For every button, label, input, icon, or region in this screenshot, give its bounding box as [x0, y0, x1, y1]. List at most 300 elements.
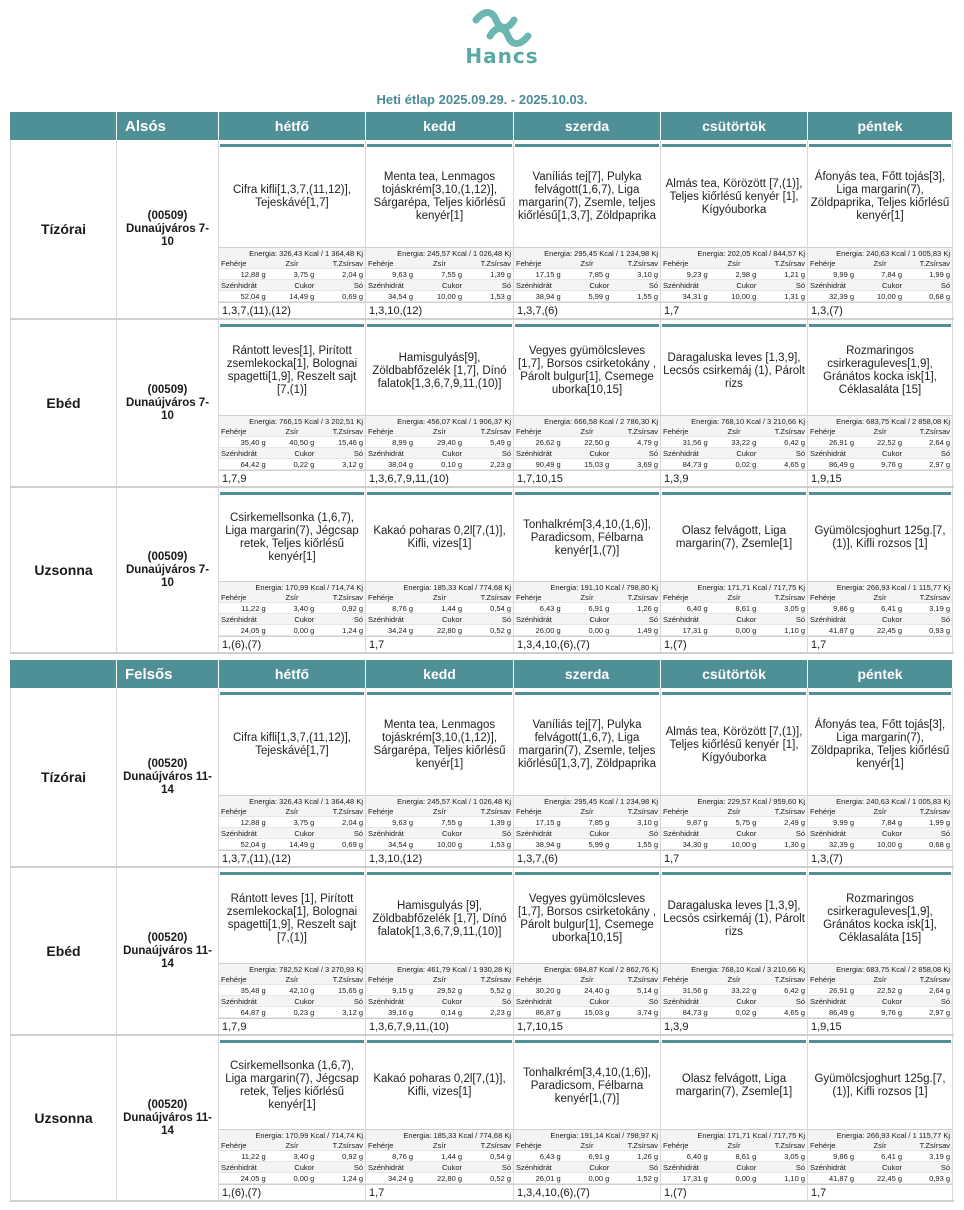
day-cell	[366, 320, 514, 486]
nutrient-label: Fehérje	[514, 1140, 563, 1151]
nutrient-value: 9,86 g	[808, 603, 856, 614]
nutrient-label: T.Zsírsav	[611, 258, 660, 269]
nutrient-value: 0,02 g	[710, 1007, 759, 1018]
menu-section	[10, 660, 954, 1202]
nutrient-value: 33,22 g	[710, 985, 759, 996]
nutrient-label: Zsír	[415, 974, 464, 985]
nutrient-value: 9,63 g	[366, 817, 415, 828]
nutrient-value: 42,10 g	[268, 985, 317, 996]
nutrition-table	[661, 1140, 807, 1184]
nutrient-label: Szénhidrát	[661, 1162, 710, 1173]
nutrient-label: Szénhidrát	[808, 280, 856, 291]
nutrient-label: Fehérje	[661, 426, 710, 437]
nutrient-value: 8,61 g	[710, 1151, 759, 1162]
nutrient-label: Zsír	[710, 806, 759, 817]
nutrient-label: T.Zsírsav	[904, 426, 952, 437]
nutrient-value: 6,91 g	[563, 1151, 612, 1162]
nutrient-label: Zsír	[563, 592, 612, 603]
nutrient-label: Zsír	[856, 426, 904, 437]
energy-value: Energia: 266,93 Kcal / 1 115,77 Kj	[808, 1129, 952, 1140]
nutrient-label: T.Zsírsav	[758, 974, 807, 985]
nutrient-value: 2,49 g	[758, 817, 807, 828]
nutrient-value: 4,79 g	[611, 437, 660, 448]
nutrient-label: Fehérje	[219, 592, 268, 603]
nutrient-value: 3,12 g	[316, 1007, 365, 1018]
nutrient-label: Zsír	[710, 258, 759, 269]
day-cell	[808, 1036, 953, 1200]
energy-value: Energia: 295,45 Kcal / 1 234,98 Kj	[514, 247, 660, 258]
day-cell	[366, 488, 514, 652]
nutrient-value: 3,40 g	[268, 603, 317, 614]
nutrient-value: 7,85 g	[563, 269, 612, 280]
nutrient-value: 3,69 g	[611, 459, 660, 470]
meal-row	[10, 140, 954, 320]
nutrient-value: 5,99 g	[563, 291, 612, 302]
nutrient-label: Cukor	[710, 996, 759, 1007]
nutrient-value: 1,55 g	[611, 291, 660, 302]
nutrient-value: 0,22 g	[268, 459, 317, 470]
nutrient-value: 26,91 g	[808, 985, 856, 996]
nutrient-label: T.Zsírsav	[464, 1140, 513, 1151]
allergen-list: 1,3,10,(12)	[366, 850, 513, 866]
nutrient-value: 5,14 g	[611, 985, 660, 996]
nutrient-label: Zsír	[710, 426, 759, 437]
meal-row	[10, 488, 954, 654]
nutrient-value: 35,48 g	[219, 985, 268, 996]
nutrient-value: 0,00 g	[710, 1173, 759, 1184]
nutrient-value: 1,10 g	[758, 625, 807, 636]
nutrient-value: 9,87 g	[661, 817, 710, 828]
nutrient-value: 2,04 g	[316, 817, 365, 828]
nutrient-label: Só	[758, 828, 807, 839]
nutrient-value: 52,04 g	[219, 291, 268, 302]
dish-text: Cifra kifli[1,3,7,(11,12)], Tejeskávé[1,7]	[232, 184, 352, 209]
nutrient-label: Szénhidrát	[661, 828, 710, 839]
day-cell	[366, 1036, 514, 1200]
nutrient-label: Cukor	[856, 448, 904, 459]
day-cell	[808, 140, 953, 318]
allergen-list: 1,3,4,10,(6),(7)	[514, 1184, 660, 1200]
nutrition-table	[514, 974, 660, 1018]
nutrient-label: Só	[758, 996, 807, 1007]
nutrient-label: Szénhidrát	[514, 614, 563, 625]
energy-value: Energia: 185,33 Kcal / 774,68 Kj	[366, 1129, 513, 1140]
meal-name: Uzsonna	[10, 1036, 117, 1200]
energy-value: Energia: 768,10 Kcal / 3 210,66 Kj	[661, 415, 807, 426]
energy-value: Energia: 768,10 Kcal / 3 210,66 Kj	[661, 963, 807, 974]
nutrient-label: Só	[611, 828, 660, 839]
nutrient-value: 11,22 g	[219, 603, 268, 614]
nutrient-value: 6,40 g	[661, 603, 710, 614]
nutrient-label: Só	[904, 996, 952, 1007]
nutrition-table	[661, 592, 807, 636]
nutrient-value: 86,49 g	[808, 459, 856, 470]
day-header: kedd	[366, 112, 514, 140]
nutrient-label: T.Zsírsav	[758, 258, 807, 269]
nutrient-label: T.Zsírsav	[758, 592, 807, 603]
nutrient-label: Zsír	[268, 592, 317, 603]
day-cell	[808, 488, 953, 652]
menu-section	[10, 112, 954, 654]
nutrient-label: Só	[316, 448, 365, 459]
allergen-list: 1,7	[366, 1184, 513, 1200]
energy-value: Energia: 170,99 Kcal / 714,74 Kj	[219, 1129, 365, 1140]
nutrient-label: Cukor	[268, 1162, 317, 1173]
nutrient-value: 6,91 g	[563, 603, 612, 614]
nutrient-value: 4,65 g	[758, 1007, 807, 1018]
nutrient-label: Cukor	[563, 448, 612, 459]
nutrient-label: T.Zsírsav	[904, 1140, 952, 1151]
nutrient-label: Szénhidrát	[808, 614, 856, 625]
nutrient-label: Fehérje	[219, 426, 268, 437]
nutrient-label: Szénhidrát	[514, 1162, 563, 1173]
nutrition-table	[514, 592, 660, 636]
nutrient-value: 1,21 g	[758, 269, 807, 280]
energy-value: Energia: 766,15 Kcal / 3 202,51 Kj	[219, 415, 365, 426]
nutrient-label: Fehérje	[514, 426, 563, 437]
energy-value: Energia: 326,43 Kcal / 1 364,48 Kj	[219, 795, 365, 806]
nutrient-value: 0,68 g	[904, 839, 952, 850]
allergen-list: 1,3,10,(12)	[366, 302, 513, 318]
nutrient-value: 9,76 g	[856, 1007, 904, 1018]
nutrient-value: 24,05 g	[219, 1173, 268, 1184]
nutrient-value: 34,31 g	[661, 291, 710, 302]
nutrient-label: Cukor	[268, 448, 317, 459]
nutrition-table	[219, 258, 365, 302]
nutrient-label: Só	[904, 280, 952, 291]
energy-value: Energia: 684,87 Kcal / 2 862,76 Kj	[514, 963, 660, 974]
energy-value: Energia: 461,79 Kcal / 1 930,28 Kj	[366, 963, 513, 974]
nutrient-label: Szénhidrát	[219, 448, 268, 459]
nutrient-label: T.Zsírsav	[611, 974, 660, 985]
nutrition-table	[219, 806, 365, 850]
nutrient-label: Zsír	[856, 974, 904, 985]
nutrition-table	[808, 426, 952, 470]
allergen-list: 1,3,(7)	[808, 850, 952, 866]
nutrient-value: 1,26 g	[611, 603, 660, 614]
nutrient-value: 34,24 g	[366, 1173, 415, 1184]
nutrient-label: Fehérje	[661, 258, 710, 269]
nutrient-value: 38,94 g	[514, 291, 563, 302]
nutrient-label: Só	[464, 280, 513, 291]
nutrient-value: 32,39 g	[808, 839, 856, 850]
nutrient-value: 10,00 g	[710, 291, 759, 302]
nutrient-label: Fehérje	[366, 974, 415, 985]
nutrient-value: 11,22 g	[219, 1151, 268, 1162]
allergen-list: 1,7,9	[219, 470, 365, 486]
site-code: (00520) Dunaújváros 11-14	[117, 1036, 219, 1200]
nutrient-value: 64,87 g	[219, 1007, 268, 1018]
nutrient-label: Só	[464, 828, 513, 839]
nutrient-label: Só	[758, 1162, 807, 1173]
nutrient-label: Só	[316, 280, 365, 291]
nutrient-label: T.Zsírsav	[316, 1140, 365, 1151]
energy-value: Energia: 191,14 Kcal / 798,97 Kj	[514, 1129, 660, 1140]
nutrient-value: 12,88 g	[219, 269, 268, 280]
nutrient-value: 34,54 g	[366, 839, 415, 850]
nutrient-value: 4,65 g	[758, 459, 807, 470]
nutrient-value: 2,23 g	[464, 459, 513, 470]
nutrient-label: Cukor	[710, 614, 759, 625]
dish-text: Vegyes gyümölcsleves [1,7], Borsos csirketokány , Párolt bulgur[1], Csemege uborka[10,15]	[517, 345, 657, 396]
allergen-list: 1,3,7,(6)	[514, 850, 660, 866]
energy-value: Energia: 266,93 Kcal / 1 115,77 Kj	[808, 581, 952, 592]
nutrient-label: Só	[904, 448, 952, 459]
day-header: hétfő	[219, 112, 366, 140]
nutrient-value: 26,00 g	[514, 625, 563, 636]
nutrient-value: 1,24 g	[316, 625, 365, 636]
site-code: (00509) Dunaújváros 7-10	[117, 320, 219, 486]
nutrient-label: Fehérje	[661, 974, 710, 985]
energy-value: Energia: 229,57 Kcal / 959,60 Kj	[661, 795, 807, 806]
nutrient-label: Fehérje	[366, 806, 415, 817]
nutrient-value: 0,00 g	[563, 1173, 612, 1184]
allergen-list: 1,3,4,10,(6),(7)	[514, 636, 660, 652]
day-cell	[514, 688, 661, 866]
nutrient-value: 3,05 g	[758, 1151, 807, 1162]
dish-text: Rántott leves[1], Pirított zsemlekocka[1], Bolognai spagetti[1,9], Reszelt sajt [7,(1)]	[226, 345, 358, 396]
group-label: Felsős	[117, 660, 219, 688]
nutrient-value: 0,10 g	[415, 459, 464, 470]
nutrient-label: Fehérje	[514, 806, 563, 817]
nutrient-value: 35,40 g	[219, 437, 268, 448]
nutrient-label: Szénhidrát	[808, 448, 856, 459]
nutrient-label: T.Zsírsav	[464, 426, 513, 437]
nutrient-value: 3,75 g	[268, 269, 317, 280]
nutrient-value: 0,92 g	[316, 603, 365, 614]
nutrient-value: 22,50 g	[563, 437, 612, 448]
nutrient-value: 17,31 g	[661, 1173, 710, 1184]
nutrition-table	[661, 426, 807, 470]
nutrient-value: 1,39 g	[464, 817, 513, 828]
nutrient-label: Szénhidrát	[808, 828, 856, 839]
nutrition-table	[661, 974, 807, 1018]
day-cell	[808, 688, 953, 866]
nutrient-value: 26,91 g	[808, 437, 856, 448]
nutrient-label: Szénhidrát	[514, 828, 563, 839]
nutrient-value: 1,44 g	[415, 603, 464, 614]
nutrient-value: 1,30 g	[758, 839, 807, 850]
nutrient-label: Cukor	[268, 996, 317, 1007]
nutrient-label: T.Zsírsav	[316, 426, 365, 437]
energy-value: Energia: 295,45 Kcal / 1 234,98 Kj	[514, 795, 660, 806]
nutrient-value: 6,42 g	[758, 985, 807, 996]
nutrient-value: 32,39 g	[808, 291, 856, 302]
nutrition-table	[808, 258, 952, 302]
nutrient-label: Szénhidrát	[366, 448, 415, 459]
day-cell	[219, 868, 366, 1034]
nutrient-label: Szénhidrát	[808, 996, 856, 1007]
energy-value: Energia: 171,71 Kcal / 717,75 Kj	[661, 1129, 807, 1140]
dish-text: Olasz felvágott, Liga margarin(7), Zsemle[1]	[675, 1073, 793, 1098]
nutrient-label: Só	[464, 614, 513, 625]
nutrient-label: Szénhidrát	[514, 996, 563, 1007]
nutrient-value: 5,49 g	[464, 437, 513, 448]
energy-value: Energia: 202,05 Kcal / 844,57 Kj	[661, 247, 807, 258]
energy-value: Energia: 171,71 Kcal / 717,75 Kj	[661, 581, 807, 592]
nutrient-value: 24,40 g	[563, 985, 612, 996]
nutrient-label: Só	[904, 1162, 952, 1173]
nutrient-value: 5,75 g	[710, 817, 759, 828]
allergen-list: 1,3,7,(6)	[514, 302, 660, 318]
nutrient-label: Szénhidrát	[219, 614, 268, 625]
day-cell	[661, 140, 808, 318]
nutrient-value: 30,20 g	[514, 985, 563, 996]
dish-text: Csirkemellsonka (1,6,7), Liga margarin(7), Jégcsap retek, Teljes kiőrlésű kenyér[1]	[225, 1060, 359, 1111]
nutrient-value: 3,05 g	[758, 603, 807, 614]
nutrient-value: 6,40 g	[661, 1151, 710, 1162]
nutrient-value: 3,75 g	[268, 817, 317, 828]
nutrient-value: 8,76 g	[366, 603, 415, 614]
nutrient-value: 10,00 g	[856, 291, 904, 302]
nutrient-value: 52,04 g	[219, 839, 268, 850]
nutrient-value: 7,55 g	[415, 817, 464, 828]
nutrient-label: Zsír	[563, 806, 612, 817]
nutrient-value: 15,03 g	[563, 1007, 612, 1018]
nutrient-label: Zsír	[415, 806, 464, 817]
nutrient-label: Cukor	[563, 1162, 612, 1173]
nutrient-label: Fehérje	[808, 1140, 856, 1151]
nutrient-value: 9,15 g	[366, 985, 415, 996]
nutrient-label: Zsír	[856, 1140, 904, 1151]
site-code: (00509) Dunaújváros 7-10	[117, 488, 219, 652]
dish-text: Tonhalkrém[3,4,10,(1,6)], Paradicsom, Félbarna kenyér[1,(7)]	[523, 518, 651, 557]
nutrition-table	[366, 1140, 513, 1184]
nutrient-value: 2,98 g	[710, 269, 759, 280]
nutrient-label: T.Zsírsav	[611, 806, 660, 817]
dish-text: Daragaluska leves [1,3,9], Lecsós csirkemáj (1), Párolt rizs	[663, 899, 805, 938]
nutrient-label: Szénhidrát	[219, 1162, 268, 1173]
nutrient-value: 38,94 g	[514, 839, 563, 850]
nutrient-label: Szénhidrát	[366, 614, 415, 625]
nutrient-label: Szénhidrát	[661, 280, 710, 291]
nutrient-value: 9,23 g	[661, 269, 710, 280]
nutrient-value: 22,80 g	[415, 1173, 464, 1184]
nutrient-label: Zsír	[710, 974, 759, 985]
nutrition-table	[366, 258, 513, 302]
dish-text: Kakaó poharas 0,2l[7,(1)], Kifli, vizes[1]	[373, 525, 506, 550]
nutrient-value: 8,99 g	[366, 437, 415, 448]
nutrient-label: Zsír	[563, 1140, 612, 1151]
allergen-list: 1,9,15	[808, 1018, 952, 1034]
nutrient-label: Szénhidrát	[219, 996, 268, 1007]
nutrient-value: 0,52 g	[464, 1173, 513, 1184]
nutrient-value: 9,86 g	[808, 1151, 856, 1162]
allergen-list: 1,3,6,7,9,11,(10)	[366, 1018, 513, 1034]
energy-value: Energia: 191,10 Kcal / 798,80 Kj	[514, 581, 660, 592]
nutrient-label: Fehérje	[219, 974, 268, 985]
day-header: csütörtök	[661, 112, 808, 140]
group-label: Alsós	[117, 112, 219, 140]
nutrient-label: Fehérje	[366, 1140, 415, 1151]
nutrient-value: 41,87 g	[808, 625, 856, 636]
day-cell	[219, 320, 366, 486]
site-code: (00520) Dunaújváros 11-14	[117, 868, 219, 1034]
meal-name: Ebéd	[10, 320, 117, 486]
nutrient-label: Cukor	[563, 280, 612, 291]
nutrient-value: 1,99 g	[904, 269, 952, 280]
nutrient-label: Zsír	[268, 426, 317, 437]
day-header: kedd	[366, 660, 514, 688]
nutrient-value: 22,80 g	[415, 625, 464, 636]
energy-value: Energia: 240,63 Kcal / 1 005,83 Kj	[808, 795, 952, 806]
day-cell	[808, 320, 953, 486]
nutrient-value: 3,74 g	[611, 1007, 660, 1018]
nutrient-value: 22,45 g	[856, 1173, 904, 1184]
nutrient-label: Zsír	[268, 1140, 317, 1151]
nutrient-value: 22,45 g	[856, 625, 904, 636]
nutrient-label: Szénhidrát	[366, 280, 415, 291]
nutrient-label: Fehérje	[808, 258, 856, 269]
nutrient-label: Cukor	[415, 280, 464, 291]
day-cell	[514, 868, 661, 1034]
nutrient-label: Szénhidrát	[366, 828, 415, 839]
nutrient-label: Cukor	[710, 448, 759, 459]
dish-text: Vaníliás tej[7], Pulyka felvágott(1,6,7), Liga margarin(7), Zsemle, teljes kiőrlésű[1,3,7], Zöldpaprika	[517, 719, 657, 770]
nutrient-label: Szénhidrát	[661, 996, 710, 1007]
nutrient-label: Só	[464, 1162, 513, 1173]
dish-text: Olasz felvágott, Liga margarin(7), Zsemle[1]	[675, 525, 793, 550]
nutrient-value: 0,69 g	[316, 839, 365, 850]
nutrition-table	[366, 806, 513, 850]
dish-text: Menta tea, Lenmagos tojáskrém[3,10,(1,12)], Sárgarépa, Teljes kiőrlésű kenyér[1]	[373, 719, 506, 770]
nutrient-value: 5,52 g	[464, 985, 513, 996]
nutrient-value: 8,76 g	[366, 1151, 415, 1162]
allergen-list: 1,3,9	[661, 470, 807, 486]
day-cell	[661, 868, 808, 1034]
nutrient-label: Cukor	[856, 614, 904, 625]
meal-row	[10, 1036, 954, 1202]
nutrient-value: 39,16 g	[366, 1007, 415, 1018]
nutrient-label: T.Zsírsav	[611, 426, 660, 437]
nutrition-table	[366, 592, 513, 636]
dish-text: Rántott leves [1], Pirított zsemlekocka[1], Bolognai spagetti[1,9], Reszelt sajt [7,(1)]	[226, 893, 358, 944]
nutrient-label: Fehérje	[219, 258, 268, 269]
nutrient-label: T.Zsírsav	[316, 974, 365, 985]
nutrient-value: 90,49 g	[514, 459, 563, 470]
meal-row	[10, 688, 954, 868]
nutrient-label: Zsír	[563, 974, 612, 985]
nutrient-value: 1,24 g	[316, 1173, 365, 1184]
nutrient-label: Só	[611, 280, 660, 291]
nutrient-label: Cukor	[268, 614, 317, 625]
nutrient-value: 41,87 g	[808, 1173, 856, 1184]
dish-text: Daragaluska leves [1,3,9], Lecsós csirkemáj (1), Párolt rizs	[663, 351, 805, 390]
day-cell	[366, 688, 514, 866]
nutrient-label: Zsír	[268, 974, 317, 985]
nutrient-label: Cukor	[710, 280, 759, 291]
dish-text: Tonhalkrém[3,4,10,(1,6)], Paradicsom, Félbarna kenyér[1,(7)]	[523, 1066, 651, 1105]
nutrient-value: 12,88 g	[219, 817, 268, 828]
nutrient-label: Zsír	[415, 258, 464, 269]
nutrient-label: Só	[316, 828, 365, 839]
nutrient-label: Fehérje	[808, 974, 856, 985]
day-cell	[661, 688, 808, 866]
nutrition-table	[219, 592, 365, 636]
dish-text: Rozmaringos csirkeraguleves[1,9], Gránátos kocka isk[1], Céklasaláta [15]	[823, 893, 937, 944]
nutrient-label: Só	[758, 280, 807, 291]
nutrient-label: Szénhidrát	[514, 280, 563, 291]
nutrient-value: 0,14 g	[415, 1007, 464, 1018]
day-cell	[514, 1036, 661, 1200]
nutrient-label: T.Zsírsav	[464, 806, 513, 817]
nutrient-value: 7,85 g	[563, 817, 612, 828]
nutrient-value: 0,00 g	[268, 625, 317, 636]
nutrition-table	[219, 974, 365, 1018]
nutrient-value: 17,15 g	[514, 269, 563, 280]
meal-row	[10, 320, 954, 488]
nutrient-value: 6,42 g	[758, 437, 807, 448]
